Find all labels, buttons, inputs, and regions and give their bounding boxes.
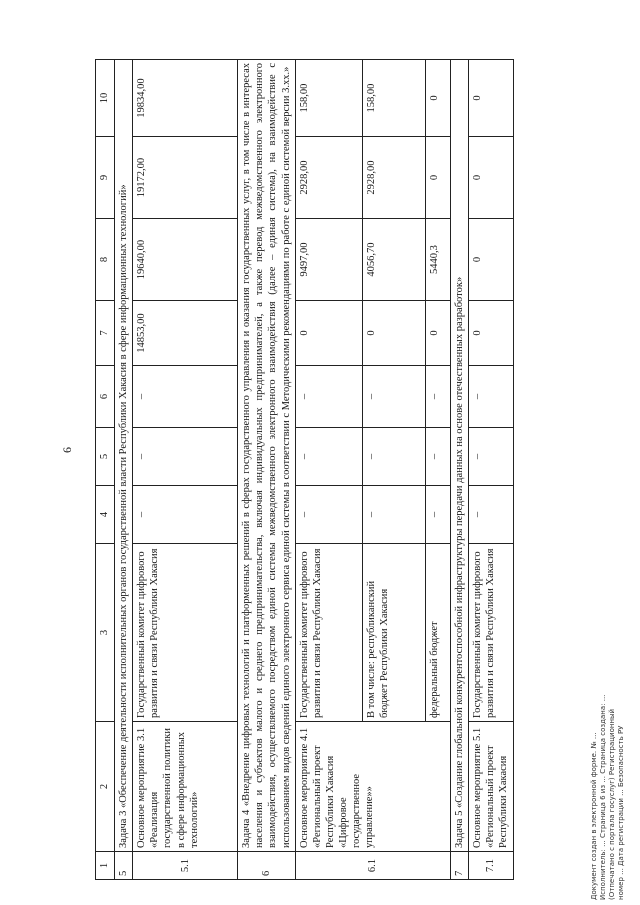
value-cell: – [133, 366, 238, 428]
column-header: 3 [96, 544, 115, 722]
column-number-header-row [96, 60, 115, 880]
value-cell: – [468, 366, 513, 428]
value-cell: 0 [425, 137, 450, 219]
task-row [115, 60, 133, 880]
value-cell: 158,00 [362, 60, 425, 137]
activity-row [133, 60, 238, 880]
column-header: 9 [96, 137, 115, 219]
activity-name: Основное мероприятие 5.1 «Региональный проект Республики Хакасия [468, 722, 513, 852]
activity-row [468, 60, 513, 880]
value-cell: – [133, 486, 238, 544]
row-number: 5 [115, 852, 133, 880]
task-description: Задача 4 «Внедрение цифровых технологий и платформенных решений в сферах государственного управления и оказания государственных услуг, в том числе в интересах населения и субъектов малого и среднего предпринимательства, включая индивидуальных предпринимателей, а также перевод межведомственного электронного взаимодействия, осуществляемого посредством единой системы межведомственного электронного взаимодействия (далее – единая система), на взаимодействие с использованием видов сведений единого электронного сервиса единой системы в соответствии с Методическими рекомендациями по работе с единой системой версии 3.хх.» [238, 60, 296, 852]
executor: Государственный комитет цифрового развития и связи Республики Хакасия [468, 544, 513, 722]
column-header: 1 [96, 852, 115, 880]
task-row [450, 60, 468, 880]
value-cell: 0 [362, 301, 425, 366]
program-activities-table [95, 59, 514, 880]
value-cell: – [362, 366, 425, 428]
value-cell: 14853,00 [133, 301, 238, 366]
stamp-text: Документ создан в электронной форме. № ... Исполнитель: ... Страница 6 из ... Страница создана: ... (Отпечатано с портала госуслуг) Регистрационный номер ... Дата регистрации ... Безопасность РУ [590, 694, 625, 900]
value-cell: 2928,00 [362, 137, 425, 219]
value-cell: 0 [295, 301, 362, 366]
activity-row [295, 60, 362, 880]
value-cell: – [295, 486, 362, 544]
column-header: 8 [96, 219, 115, 301]
task-description: Задача 5 «Создание глобальной конкурентоспособной инфраструктуры передачи данных на основе отечественных разработок» [450, 60, 468, 852]
value-cell: 0 [468, 137, 513, 219]
value-cell: – [133, 428, 238, 486]
row-number: 7 [450, 852, 468, 880]
value-cell: 0 [425, 301, 450, 366]
column-header: 5 [96, 428, 115, 486]
row-number: 6 [238, 852, 296, 880]
row-number: 5.1 [133, 852, 238, 880]
electronic-document-stamp [590, 690, 634, 900]
value-cell: 9497,00 [295, 219, 362, 301]
value-cell: – [362, 486, 425, 544]
column-header: 4 [96, 486, 115, 544]
value-cell: – [468, 486, 513, 544]
value-cell: 158,00 [295, 60, 362, 137]
value-cell: – [295, 366, 362, 428]
value-cell: – [295, 428, 362, 486]
column-header: 10 [96, 60, 115, 137]
value-cell: 4056,70 [362, 219, 425, 301]
value-cell: – [425, 366, 450, 428]
value-cell: 0 [425, 60, 450, 137]
column-header: 7 [96, 301, 115, 366]
activity-name: Основное мероприятие 4.1 «Региональный проект Республики Хакасия «Цифровое государственное управление»» [295, 722, 450, 852]
value-cell: – [362, 428, 425, 486]
executor: Государственный комитет цифрового развития и связи Республики Хакасия [295, 544, 362, 722]
task-description: Задача 3 «Обеспечение деятельности исполнительных органов государственной власти Республики Хакасия в сфере информационных технологий» [115, 60, 133, 852]
value-cell: 19172,00 [133, 137, 238, 219]
executor-budget: В том числе: республиканский бюджет Республики Хакасия [362, 544, 425, 722]
executor: Государственный комитет цифрового развития и связи Республики Хакасия [133, 544, 238, 722]
value-cell: – [468, 428, 513, 486]
value-cell: 5440,3 [425, 219, 450, 301]
executor-budget: федеральный бюджет [425, 544, 450, 722]
value-cell: – [425, 428, 450, 486]
task-row [238, 60, 296, 880]
row-number: 7.1 [468, 852, 513, 880]
value-cell: – [425, 486, 450, 544]
column-header: 6 [96, 366, 115, 428]
value-cell: 0 [468, 219, 513, 301]
rotated-document-sheet [60, 60, 610, 880]
value-cell: 2928,00 [295, 137, 362, 219]
value-cell: 0 [468, 60, 513, 137]
row-number: 6.1 [295, 852, 450, 880]
value-cell: 0 [468, 301, 513, 366]
value-cell: 19834,00 [133, 60, 238, 137]
value-cell: 19640,00 [133, 219, 238, 301]
column-header: 2 [96, 722, 115, 852]
page-number: 6 [60, 447, 74, 453]
activity-name: Основное мероприятие 3.1 «Реализация государственной политики в сфере информационных технологий» [133, 722, 238, 852]
